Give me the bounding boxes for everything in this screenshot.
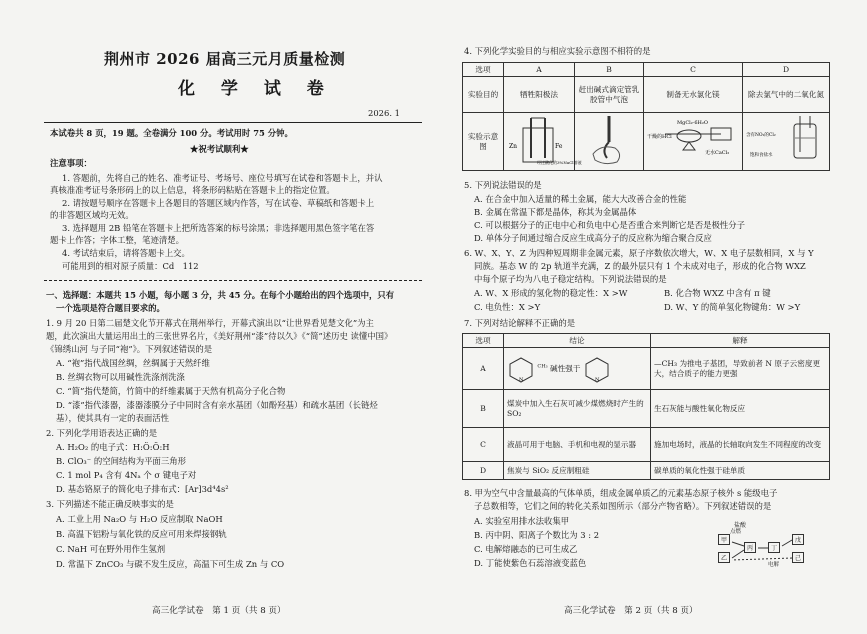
q5-option-d: D. 单体分子间通过缩合反应生成高分子的反应称为缩合聚合反应 xyxy=(474,233,712,243)
page-footer: 高三化学试卷 第 2 页（共 8 页） xyxy=(564,606,698,616)
q4-header-cell: A xyxy=(504,63,575,77)
note-line: 1. 答题前，先将自己的姓名、准考证号、考场号、座位号填写在试卷和答题卡上，并认 xyxy=(62,173,383,183)
conversion-arrows xyxy=(714,530,824,570)
burette-bubble-diagram xyxy=(579,114,639,166)
q4-purpose-cell: 牺牲阳极法 xyxy=(504,77,575,113)
q8-option-b: B. 丙中阴、阳离子个数比为 3 : 2 xyxy=(474,530,600,540)
ignite-label: 点燃 xyxy=(730,529,742,535)
fe-label: Fe xyxy=(555,143,563,150)
q4-purpose-cell: 除去氯气中的二氧化氮 xyxy=(743,77,830,113)
section-1-heading: 一、选择题：本题共 15 小题，每小题 3 分，共 45 分。在每个小题给出的四个选项中，只有 xyxy=(46,290,395,300)
q4-diagram-c xyxy=(644,113,743,171)
page-footer: 高三化学试卷 第 1 页（共 8 页） xyxy=(152,606,286,616)
q4-header-cell: C xyxy=(644,63,743,77)
q6-option-b: B. 化合物 WXZ 中含有 π 键 xyxy=(664,288,771,298)
q6-option-a: A. W、X 形成的氢化物的稳定性：X >W xyxy=(474,288,628,298)
q7-conclusion-c: 液晶可用于电脑、手机和电视的显示器 xyxy=(504,428,651,462)
q5-option-a: A. 在合金中加入适量的稀土金属，能大大改善合金的性能 xyxy=(474,194,687,204)
nacl-solution-label: 经过酸化的3%NaCl溶液 xyxy=(537,160,582,165)
mgcl2-label: MgCl₂·6H₂O xyxy=(677,120,708,126)
node-ji: 己 xyxy=(792,552,804,563)
page-2 xyxy=(434,0,867,634)
cacl2-label: 无水CaCl₂ xyxy=(705,150,730,156)
note-line: 3. 选择题用 2B 铅笔在答题卡上把所选答案的标号涂黑；非选择题用黑色签字笔在答 xyxy=(62,223,375,233)
q1-option-d: D. “漆”指代漆器，漆器漆膜分子中同时含有亲水基团（如酚羟基）和疏水基团（长链烃 xyxy=(56,400,378,410)
note-line: 2. 请按题号顺序在答题卡上各题目的答题区域内作答，写在试卷、草稿纸和答题卡上 xyxy=(62,198,375,208)
q4-header-cell: 选项 xyxy=(463,63,504,77)
q1-stem: 1. 9 月 20 日第二届楚文化节开幕式在荆州举行，开幕式演出以“让世界看见楚文化”为主 xyxy=(46,318,374,328)
section-1-heading-cont: 一个选项是符合题目要求的。 xyxy=(56,303,165,313)
q2-stem: 2. 下列化学用语表达正确的是 xyxy=(46,428,158,438)
subject-title: 化 学 试 卷 xyxy=(178,79,334,99)
svg-text:N: N xyxy=(519,376,524,383)
node-yi: 乙 xyxy=(718,552,730,563)
zn-label: Zn xyxy=(509,143,518,150)
q2-option-a: A. H₂O₂ 的电子式：H:Ö:Ö:H xyxy=(56,442,170,452)
node-wu: 戊 xyxy=(792,534,804,545)
q4-diagram-b xyxy=(575,113,644,171)
q2-option-c: C. 1 mol P₄ 含有 4Nₐ 个 σ 键电子对 xyxy=(56,470,197,480)
q3-stem: 3. 下列描述不能正确反映事实的是 xyxy=(46,499,174,509)
q7-row-label: A xyxy=(463,348,504,390)
electrochemical-cell-diagram xyxy=(507,114,582,166)
q5-stem: 5. 下列说法错误的是 xyxy=(464,180,542,190)
q7-conclusion-a xyxy=(504,348,651,390)
q4-diagram-a xyxy=(504,113,582,171)
q3-option-c: C. NaH 可在野外用作生氢剂 xyxy=(56,544,166,554)
node-jia: 甲 xyxy=(718,534,730,545)
q2-option-b: B. ClO₃⁻ 的空间结构为平面三角形 xyxy=(56,456,186,466)
q7-row-label: B xyxy=(463,390,504,428)
wish-line: ★祝考试顺利★ xyxy=(190,144,249,154)
q7-header-cell: 解释 xyxy=(651,334,830,348)
q8-option-a: A. 实验室用排水法收集甲 xyxy=(474,516,570,526)
electrolysis-label: 电解 xyxy=(768,562,780,568)
q7-conclusion-d: 焦炭与 SiO₂ 反应制粗硅 xyxy=(504,462,651,480)
q5-option-c: C. 可以根据分子的正电中心和负电中心是否重合来判断它是否是极性分子 xyxy=(474,220,746,230)
q1-option-c: C. “简”指代楚简，竹简中的纤维素属于天然有机高分子化合物 xyxy=(56,386,286,396)
gas-wash-bottle-diagram xyxy=(746,114,826,166)
q3-option-a: A. 工业上用 Na₂O 与 H₂O 反应制取 NaOH xyxy=(56,514,223,524)
header-rule xyxy=(44,122,422,123)
q4-stem: 4. 下列化学实验目的与相应实验示意图不相符的是 xyxy=(464,46,651,56)
hcl-label: 干燥的HCl xyxy=(647,134,672,140)
q4-table xyxy=(462,62,830,171)
q4-diagram-d xyxy=(743,113,830,171)
note-line: 题卡上作答；字体工整，笔迹清楚。 xyxy=(50,235,184,245)
note-line: 的非答题区域均无效。 xyxy=(50,210,134,220)
note-line: 真核准准考证号条形码上的以上信息，将条形码粘贴在答题卡上的指定位置。 xyxy=(50,185,335,195)
q5-option-b: B. 金属在常温下都是晶体，称其为金属晶体 xyxy=(474,207,637,217)
hcl-label: 盐酸 xyxy=(734,522,747,529)
q6-option-c: C. 电负性：X >Y xyxy=(474,302,541,312)
brine-label: 饱和食盐水 xyxy=(750,153,773,158)
q6-stem: 同族。基态 W 的 2p 轨道半充满，Z 的最外层只有 1 个未成对电子，形成的化合物 WXZ xyxy=(474,261,806,271)
notes-title: 注意事项： xyxy=(50,158,92,168)
node-bing: 丙 xyxy=(744,542,756,553)
q7-table xyxy=(462,333,830,480)
q1-option-b: B. 丝绸衣物可以用碱性洗涤剂洗涤 xyxy=(56,372,185,382)
q1-stem: 题，此次演出大量运用出土的三张世界名片，《美好荆州“漆”待以久》《“简”述历史 读懂中国》 xyxy=(46,331,393,341)
q1-stem: 《锦绣山河 与子同“袍”》。下列叙述错误的是 xyxy=(46,344,213,354)
note-line: 4. 考试结束后，请将答题卡上交。 xyxy=(62,248,190,258)
q1-option-a: A. “袍”指代战国丝绸，丝绸属于天然纤维 xyxy=(56,358,210,368)
q6-option-d: D. W、Y 的简单氢化物键角：W >Y xyxy=(664,302,801,312)
q7-header-cell: 选项 xyxy=(463,334,504,348)
mgcl2-dehydration-diagram xyxy=(647,114,739,166)
q7-stem: 7. 下列对结论解释不正确的是 xyxy=(464,318,576,328)
svg-text:N: N xyxy=(594,376,600,383)
q7-explanation-d: 碳单质的氧化性强于硅单质 xyxy=(651,462,830,480)
methyl-label: CH₃ xyxy=(537,362,548,369)
pyridine-structure xyxy=(583,356,611,382)
q8-option-c: C. 电解熔融态的已可生成乙 xyxy=(474,544,578,554)
exam-date: 2026. 1 xyxy=(368,108,400,118)
q7-explanation-a: —CH₃ 为推电子基团，导致前者 N 原子云密度更大，结合质子的能力更强 xyxy=(651,348,830,390)
q7-row-label: D xyxy=(463,462,504,480)
methylpyridine-structure xyxy=(507,356,535,382)
q4-purpose-cell: 赶出碱式滴定管乳胶管中气泡 xyxy=(575,77,644,113)
q1-option-d-cont: 基），使其具有一定的表面活性 xyxy=(56,413,170,423)
q3-option-b: B. 高温下铝粉与氧化铁的反应可用来焊接钢轨 xyxy=(56,529,227,539)
q2-option-d: D. 基态铬原子的简化电子排布式：[Ar]3d⁴4s² xyxy=(56,484,229,494)
q8-stem: 8. 甲为空气中含量最高的气体单质，组成金属单质乙的元素基态原子核外 s 能级电子 xyxy=(464,488,778,498)
q6-stem: 6. W、X、Y、Z 为四种短周期非金属元素，原子序数依次增大，W、X 电子层数相同，X 与 Y xyxy=(464,248,814,258)
q4-purpose-label: 实验目的 xyxy=(463,77,504,113)
q6-stem: 中每个原子均为八电子稳定结构。下列说法错误的是 xyxy=(474,274,667,284)
q7-row-label: C xyxy=(463,428,504,462)
exam-title: 荆州市 2026 届高三元月质量检测 xyxy=(104,50,346,68)
node-ding: 丁 xyxy=(768,542,780,553)
q4-header-cell: B xyxy=(575,63,644,77)
q7-explanation-c: 施加电场时，液晶的长轴取向发生不同程度的改变 xyxy=(651,428,830,462)
q7-header-cell: 结论 xyxy=(504,334,651,348)
no2-cl2-label: 含有NO₂的Cl₂ xyxy=(746,133,776,138)
q7-conclusion-b: 煤炭中加入生石灰可减少煤燃烧时产生的 SO₂ xyxy=(504,390,651,428)
q8-option-d: D. 丁能使紫色石蕊溶液变蓝色 xyxy=(474,558,587,568)
conclusion-text: 碱性强于 xyxy=(550,363,581,373)
q7-explanation-b: 生石灰能与酸性氧化物反应 xyxy=(651,390,830,428)
notes-divider xyxy=(44,280,422,281)
q8-stem: 子总数相等，它们之间的转化关系如图所示（部分产物省略）。下列叙述错误的是 xyxy=(474,501,772,511)
q4-header-cell: D xyxy=(743,63,830,77)
q4-purpose-cell: 制备无水氯化镁 xyxy=(644,77,743,113)
exam-intro: 本试卷共 8 页，19 题。全卷满分 100 分。考试用时 75 分钟。 xyxy=(50,128,293,138)
q3-option-d: D. 常温下 ZnCO₃ 与碳不发生反应，高温下可生成 Zn 与 CO xyxy=(56,559,285,569)
page-1 xyxy=(0,0,433,634)
atomic-mass-line: 可能用到的相对原子质量：Cd 112 xyxy=(62,261,199,271)
q4-diagram-label: 实验示意图 xyxy=(463,113,504,171)
